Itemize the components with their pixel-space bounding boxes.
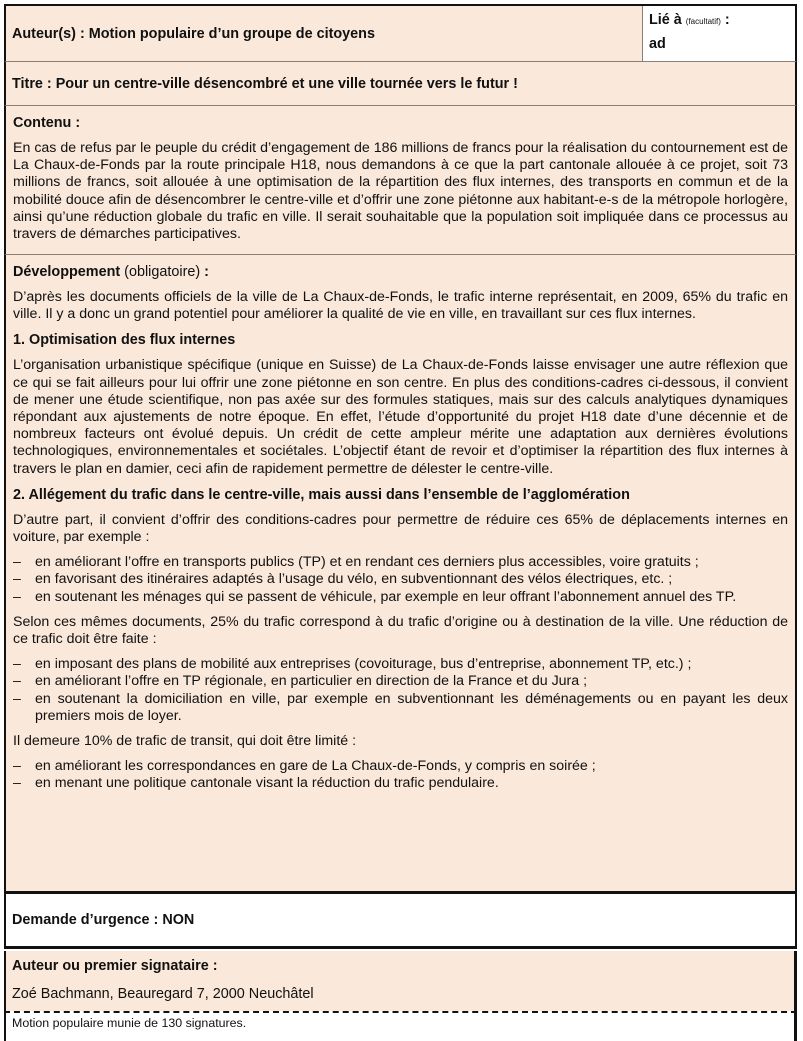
section2-heading: 2. Allégement du trafic dans le centre-ville, mais aussi dans l’ensemble de l’agglomération	[13, 486, 630, 503]
section1-heading: 1. Optimisation des flux internes	[13, 332, 236, 349]
dash-bullet-icon: –	[13, 571, 21, 588]
linked-to-value: ad	[649, 36, 666, 52]
developpement-note: (obligatoire)	[124, 264, 201, 280]
dash-bullet-icon: –	[13, 554, 21, 571]
list-item	[13, 691, 788, 725]
linked-to-field	[643, 6, 795, 61]
signataire-section	[4, 951, 797, 1011]
section2-paragraph-3: Il demeure 10% de trafic de transit, qui doit être limité :	[13, 733, 357, 750]
list-item-text: en soutenant les ménages qui se passent de véhicule, par exemple en leur offrant l’abonnement annuel des TP.	[35, 588, 737, 605]
measures-list-3	[13, 758, 788, 792]
author-field: Auteur(s) : Motion populaire d’un groupe de citoyens	[6, 6, 643, 61]
header-row	[4, 4, 797, 62]
title-row: Titre : Pour un centre-ville désencombré et une ville tournée vers le futur !	[4, 62, 797, 106]
dash-bullet-icon: –	[13, 656, 21, 673]
contenu-text: En cas de refus par le peuple du crédit d’engagement de 186 millions de francs pour la réalisation du contournement est de La Chaux-de-Fonds par la route principale H18, nous demandons à ce que la part cantonale allouée à ce projet, soit 73 millions de francs, soit allouée à une optimisation de la répartition des flux internes, des transports en commun et de la mobilité douce afin de désencombrer le centre-ville et d’offrir une zone piétonne aux habitant-e-s de la métropole horlogère, ainsi qu’une réduction globale du trafic en ville. Il serait souhaitable que la population soit impliquée dans ce processus au travers de démarches participatives.	[13, 140, 788, 243]
developpement-heading-text: Développement	[13, 264, 121, 280]
developpement-heading	[13, 263, 788, 281]
list-item	[13, 589, 788, 606]
list-item	[13, 656, 788, 673]
motion-form	[4, 4, 797, 1041]
linked-to-text: Lié à	[649, 12, 682, 28]
list-item-text: en améliorant l’offre en transports publics (TP) et en rendant ces derniers plus accessibles, voire gratuits ;	[35, 554, 699, 571]
developpement-colon: :	[200, 264, 209, 280]
dash-bullet-icon: –	[13, 690, 21, 707]
list-item	[13, 554, 788, 571]
list-item-text: en améliorant l’offre en TP régionale, en particulier en direction de la France et du Jura ;	[35, 673, 588, 690]
list-item-text: en favorisant des itinéraires adaptés à l’usage du vélo, en subventionnant des vélos électriques, etc. ;	[35, 571, 673, 588]
linked-to-label	[649, 10, 789, 32]
linked-to-colon: :	[720, 12, 730, 28]
dash-bullet-icon: –	[13, 775, 21, 792]
list-item	[13, 758, 788, 775]
section2-paragraph-1: D’autre part, il convient d’offrir des conditions-cadres pour permettre de réduire ces 65% de déplacements internes en voiture, par exemple :	[13, 511, 788, 546]
signataire-label: Auteur ou premier signataire :	[12, 958, 218, 974]
contenu-section	[4, 106, 797, 255]
list-item	[13, 673, 788, 690]
list-item-text: en menant une politique cantonale visant la réduction du trafic pendulaire.	[35, 775, 499, 792]
section2-paragraph-2: Selon ces mêmes documents, 25% du trafic correspond à du trafic d’origine ou à destination de la ville. Une réduction de ce trafic doit être faite :	[13, 613, 788, 648]
contenu-heading: Contenu :	[13, 115, 81, 131]
list-item	[13, 775, 788, 792]
list-item-text: en soutenant la domiciliation en ville, par exemple en subventionnant les déménagements ou en payant les deux premiers mois de loyer.	[35, 690, 788, 724]
measures-list-1	[13, 554, 788, 606]
linked-to-hint: (facultatif)	[685, 17, 721, 26]
signatures-note: Motion populaire munie de 130 signatures.	[4, 1013, 797, 1041]
list-item-text: en améliorant les correspondances en gare de La Chaux-de-Fonds, y compris en soirée ;	[35, 758, 596, 775]
dash-bullet-icon: –	[13, 758, 21, 775]
dash-bullet-icon: –	[13, 673, 21, 690]
list-item	[13, 571, 788, 588]
signataire-value: Zoé Bachmann, Beauregard 7, 2000 Neuchâtel	[12, 986, 314, 1002]
urgence-row: Demande d’urgence : NON	[4, 894, 797, 949]
list-item-text: en imposant des plans de mobilité aux entreprises (covoiturage, bus d’entreprise, abonnement TP, etc.) ;	[35, 656, 692, 673]
developpement-section	[4, 255, 797, 894]
dash-bullet-icon: –	[13, 588, 21, 605]
developpement-intro: D’après les documents officiels de la ville de La Chaux-de-Fonds, le trafic interne représentait, en 2009, 65% du trafic en ville. Il y a donc un grand potentiel pour améliorer la qualité de vie en ville, en travaillant sur ces flux internes.	[13, 289, 788, 323]
measures-list-2	[13, 656, 788, 725]
section1-text: L’organisation urbanistique spécifique (unique en Suisse) de La Chaux-de-Fonds laisse envisager une autre réflexion que ce qui se fait ailleurs pour lui offrir une zone piétonne en son centre. En plus des conditions-cadres ci-dessous, il convient de mener une étude scientifique, non pas axée sur des formules statiques, mais sur des calculs analytiques dynamiques répondant aux ajustements de notre époque. En effet, l’étude d’opportunité du projet H18 date d’une décennie et de nombreux facteurs ont évolué depuis. Un crédit de cette ampleur mérite une adaptation aux dernières évolutions technologiques, environnementales et sociétales. L’objectif étant de revoir et d’optimiser la répartition des flux internes à travers le plan en damier, ceci afin de rapidement permettre de délester le centre-ville.	[13, 357, 788, 477]
